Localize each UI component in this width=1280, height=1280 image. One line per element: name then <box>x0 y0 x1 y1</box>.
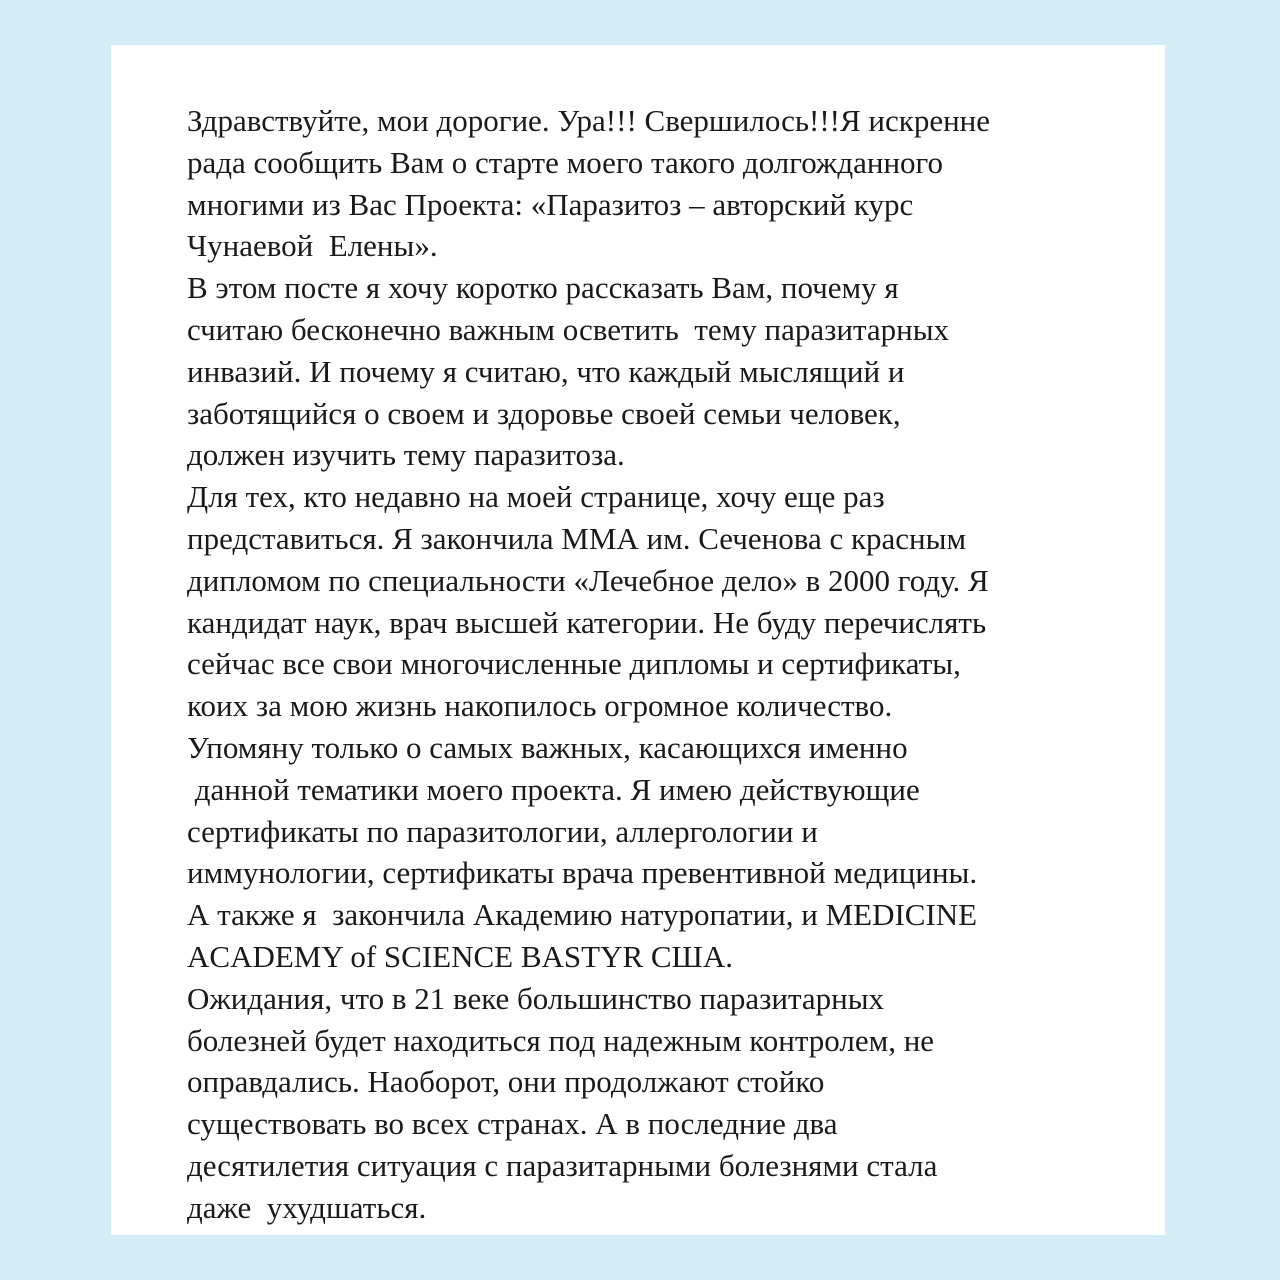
text-line: коих за мою жизнь накопилось огромное количество. <box>187 688 893 724</box>
text-line: Ожидания, что в 21 веке большинство паразитарных <box>187 980 885 1016</box>
text-line: считаю бесконечно важным осветить тему паразитарных <box>187 311 950 347</box>
text-line: Здравствуйте, мои дорогие. Ура!!! Свершилось!!!Я искренне <box>187 103 991 138</box>
text-line: болезней будет находиться под надежным контролем, не <box>187 1022 935 1058</box>
text-line: данной тематики моего проекта. Я имею действующие <box>187 771 920 807</box>
text-line: сертификаты по паразитологии, аллергологии и <box>187 813 818 849</box>
text-line: Упомяну только о самых важных, касающихся именно <box>187 729 908 765</box>
text-line: даже ухудшаться. <box>187 1189 427 1225</box>
text-line: инвазий. И почему я считаю, что каждый мыслящий и <box>187 353 905 389</box>
text-line: оправдались. Наоборот, они продолжают стойко <box>187 1064 825 1100</box>
text-line: сейчас все свои многочисленные дипломы и сертификаты, <box>187 646 961 682</box>
text-line: представиться. Я закончила ММА им. Сеченова с красным <box>187 520 967 556</box>
text-line: А также я закончила Академию натуропатии, и MEDICINE <box>187 897 978 933</box>
text-line: В этом посте я хочу коротко рассказать Вам, почему я <box>187 270 899 306</box>
text-line: десятилетия ситуация с паразитарными болезнями стала <box>187 1147 938 1183</box>
text-line: дипломом по специальности «Лечебное дело» в 2000 году. Я <box>187 562 989 598</box>
text-line: Для тех, кто недавно на моей странице, хочу еще раз <box>187 479 885 515</box>
text-line: ACADEMY of SCIENCE BASTYR США. <box>187 938 733 974</box>
text-line: Чунаевой Елены». <box>187 228 438 264</box>
text-line: иммунологии, сертификаты врача превентивной медицины. <box>187 855 978 891</box>
text-line: кандидат наук, врач высшей категории. Не буду перечислять <box>187 604 987 640</box>
text-line: многими из Вас Проекта: «Паразитоз – авторский курс <box>187 186 914 222</box>
text-line: должен изучить тему паразитоза. <box>187 437 625 473</box>
text-line: заботящийся о своем и здоровье своей семьи человек, <box>187 395 901 431</box>
document-page <box>111 45 1165 1235</box>
document-text <box>187 100 1147 1229</box>
text-line: существовать во всех странах. А в последние два <box>187 1106 838 1142</box>
text-line: рада сообщить Вам о старте моего такого долгожданного <box>187 144 944 180</box>
